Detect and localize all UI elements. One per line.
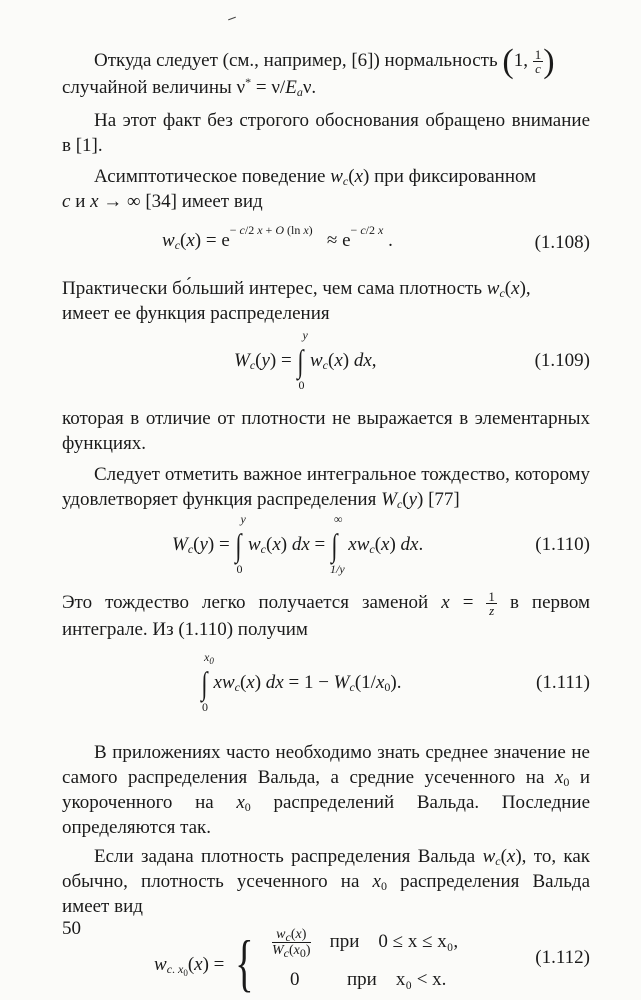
equation-number-1-110: (1.110)	[535, 534, 590, 556]
fraction-1-over-c: $\frac{1}{c}$	[534, 47, 542, 77]
paragraph-9: Если задана плотность распределения Вальда $w_c(x)$, то, как обычно, плотность усеченного на $x_0$ распределения Вальда имеет вид	[62, 846, 591, 918]
case-row-1	[272, 927, 459, 961]
equation-number-1-111: (1.111)	[536, 672, 590, 694]
cond-when-1: при	[329, 931, 360, 953]
text-p7a: Это тождество легко получается заменой	[62, 592, 429, 614]
text-p1a: Откуда следует (см., например, [6]) нормальность	[94, 50, 498, 71]
page-body	[62, 40, 590, 999]
paragraph-2: На этот факт без строгого обоснования обращено внимание в [1].	[62, 110, 590, 157]
fraction-w-over-W: $\frac{w_c(x)}{W_c(x_0)}$	[272, 927, 311, 961]
paragraph-6: Следует отметить важное интегральное тождество, которому удовлетворяет функция распределения $W_c(y)$ [77]	[62, 464, 590, 512]
math-1-109: $W_c(y)$ = ∫ y 0 $w_c(x)$ dx,	[234, 328, 377, 393]
math-1-112-lhs: $w_{c. x_0}(x)$ = {	[154, 927, 254, 999]
equation-1-112	[62, 919, 590, 999]
paragraph-5: которая в отличие от плотности не выражается в элементарных функциях.	[62, 408, 590, 455]
text-p1b: случайной величины	[62, 77, 232, 99]
text-p3a: Асимптотическое поведение	[94, 166, 326, 188]
paren-right: )	[543, 43, 555, 80]
text-p9c: распределения Вальда имеет вид	[62, 871, 591, 918]
paragraph-4: Практически бо́льший интерес, чем сама плотность $w_c(x)$, имеет ее функция распределения	[62, 278, 531, 325]
paragraph-7: Это тождество легко получается заменой x = $\frac{1}{z}$ в первом интеграле. Из (1.110) получим	[62, 589, 591, 641]
equation-1-110	[62, 512, 590, 584]
paragraph-3: Асимптотическое поведение $w_c(x)$ при фиксированном c и x → ∞ [34] имеет вид	[62, 166, 537, 213]
case-row-2: 0 при x₀ < x.	[290, 969, 447, 991]
paragraph-8: В приложениях часто необходимо знать среднее значение не самого распределения Вальда, а средние усеченного на $x_0$ и укороченного на $x_0$ распределений Вальда. Последние определяются так.	[62, 742, 591, 839]
text-p9b: то, как обычно, плотность усеченного на	[62, 846, 591, 893]
text-p6a: Следует отметить важное интегральное тождество, которому удовлетворяет функция распределения	[62, 464, 590, 511]
text-p3b: при фиксированном	[374, 166, 537, 188]
text-p3d: [34] имеет вид	[145, 191, 263, 213]
paragraph-1: Откуда следует (см., например, [6]) нормальность (1, $\frac{1}{c}$ ) случайной величины $\nu^* = \nu/E_a\nu$.	[62, 43, 555, 100]
text-p6b: [77]	[428, 489, 460, 511]
page-number: 50	[62, 918, 81, 939]
math-1-108: $w_c(x) = e^{- c/2 x + O (ln x)} \approx e^{- c/2 x}$ .	[162, 223, 393, 253]
text-p4a: Практически бо́льший интерес, чем сама плотность	[62, 278, 483, 300]
text-p7b: в первом интеграле. Из (1.110) получим	[62, 592, 591, 641]
text-p8b: и укороченного на	[62, 767, 591, 814]
math-1-110: $W_c(y)$ = ∫ y 0 $w_c(x)$ dx = ∫ ∞ 1/y $xw_c(x)$ dx.	[172, 512, 424, 577]
equation-1-108	[62, 214, 590, 270]
text-p8c: распределений Вальда. Последние определяются так.	[62, 792, 591, 839]
cond-1: 0 ≤ x ≤ x₀,	[378, 931, 459, 953]
equation-number-1-112: (1.112)	[535, 947, 590, 969]
equation-number-1-108: (1.108)	[534, 232, 590, 254]
equation-1-109	[62, 326, 590, 400]
text-p8: В приложениях часто необходимо знать среднее значение не самого распределения Вальда, а средние усеченного на	[62, 742, 590, 789]
math-nu-star: $\nu^* = \nu/E_a\nu$.	[236, 75, 317, 100]
text-p3c: и	[75, 191, 86, 213]
equation-1-111	[62, 642, 590, 728]
stray-mark	[228, 17, 236, 21]
equation-number-1-109: (1.109)	[534, 350, 590, 372]
text-p4b: имеет ее функция распределения	[62, 303, 330, 325]
fraction-1-over-z: $\frac{1}{z}$	[488, 589, 495, 619]
text-p9a: Если задана плотность распределения Вальда	[94, 846, 476, 868]
cond-2: x₀ < x.	[395, 969, 447, 991]
cond-when-2: при	[347, 969, 377, 991]
paren-left: (	[502, 43, 514, 80]
math-1-111: ∫ $x_0$ 0 $xw_c(x)$ dx = $1 - W_c(1/x_0)$.	[201, 650, 402, 715]
